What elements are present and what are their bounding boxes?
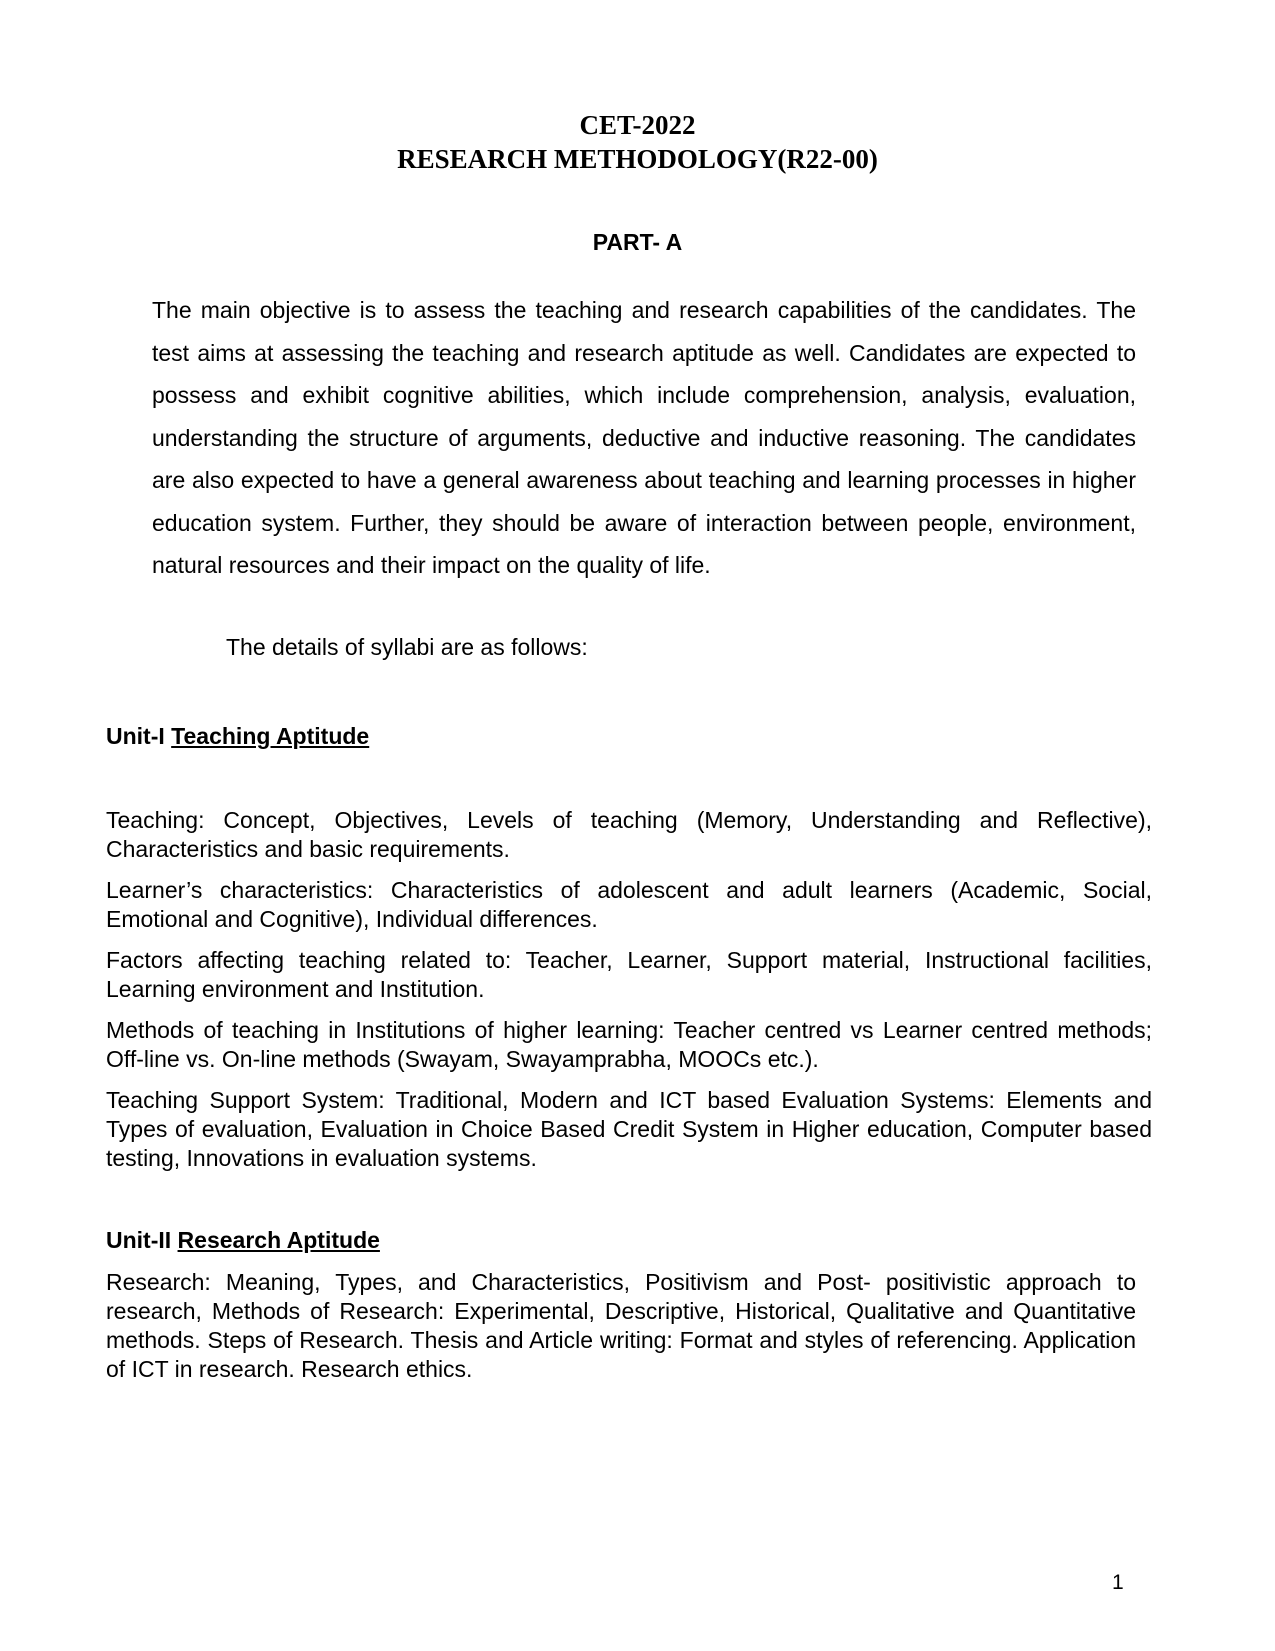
unit-title: Teaching Aptitude xyxy=(171,723,370,749)
page-number: 1 xyxy=(1112,1571,1124,1594)
intro-paragraph: The main objective is to assess the teaching and research capabilities of the candidates. The test aims at assessing the teaching and research aptitude as well. Candidates are expected to possess and exhibit cognitive abilities, which include comprehension, analysis, evaluation, understanding the structure of arguments, deductive and inductive reasoning. The candidates are also expected to have a general awareness about teaching and learning processes in higher education system. Further, they should be aware of interaction between people, environment, natural resources and their impact on the quality of life. xyxy=(152,297,1136,578)
document-title xyxy=(0,108,1275,176)
subject-title: RESEARCH METHODOLOGY(R22-00) xyxy=(397,144,878,174)
unit-paragraph: Learner’s characteristics: Characteristics of adolescent and adult learners (Academic, Social, Emotional and Cognitive), Individual differences. xyxy=(106,877,1152,932)
unit-heading-2 xyxy=(106,1225,380,1255)
part-heading: PART- A xyxy=(592,229,683,255)
unit-paragraph: Teaching Support System: Traditional, Modern and ICT based Evaluation Systems: Elements and Types of evaluation, Evaluation in Choice Based Credit System in Higher education, Computer based testing, Innovations in evaluation systems. xyxy=(106,1087,1152,1171)
unit-paragraph: Methods of teaching in Institutions of higher learning: Teacher centred vs Learner centred methods; Off-line vs. On-line methods (Swayam, Swayamprabha, MOOCs etc.). xyxy=(106,1017,1152,1072)
unit-paragraph: Research: Meaning, Types, and Characteristics, Positivism and Post- positivistic approach to research, Methods of Research: Experimental, Descriptive, Historical, Qualitative and Quantitative methods. Steps of Research. Thesis and Article writing: Format and styles of referencing. Application of ICT in research. Research ethics. xyxy=(106,1269,1136,1382)
unit-title: Research Aptitude xyxy=(177,1227,380,1253)
unit-label: Unit-I xyxy=(106,723,165,749)
unit-heading-1 xyxy=(106,721,369,751)
unit-paragraph: Teaching: Concept, Objectives, Levels of teaching (Memory, Understanding and Reflective), Characteristics and basic requirements. xyxy=(106,807,1152,862)
unit-label: Unit-II xyxy=(106,1227,172,1253)
unit-paragraph: Factors affecting teaching related to: Teacher, Learner, Support material, Instructional facilities, Learning environment and Institution. xyxy=(106,947,1152,1002)
exam-code: CET-2022 xyxy=(579,110,696,140)
syllabi-intro-line: The details of syllabi are as follows: xyxy=(226,634,588,660)
unit-2-content xyxy=(106,1268,1136,1396)
unit-1-content xyxy=(106,806,1152,1185)
